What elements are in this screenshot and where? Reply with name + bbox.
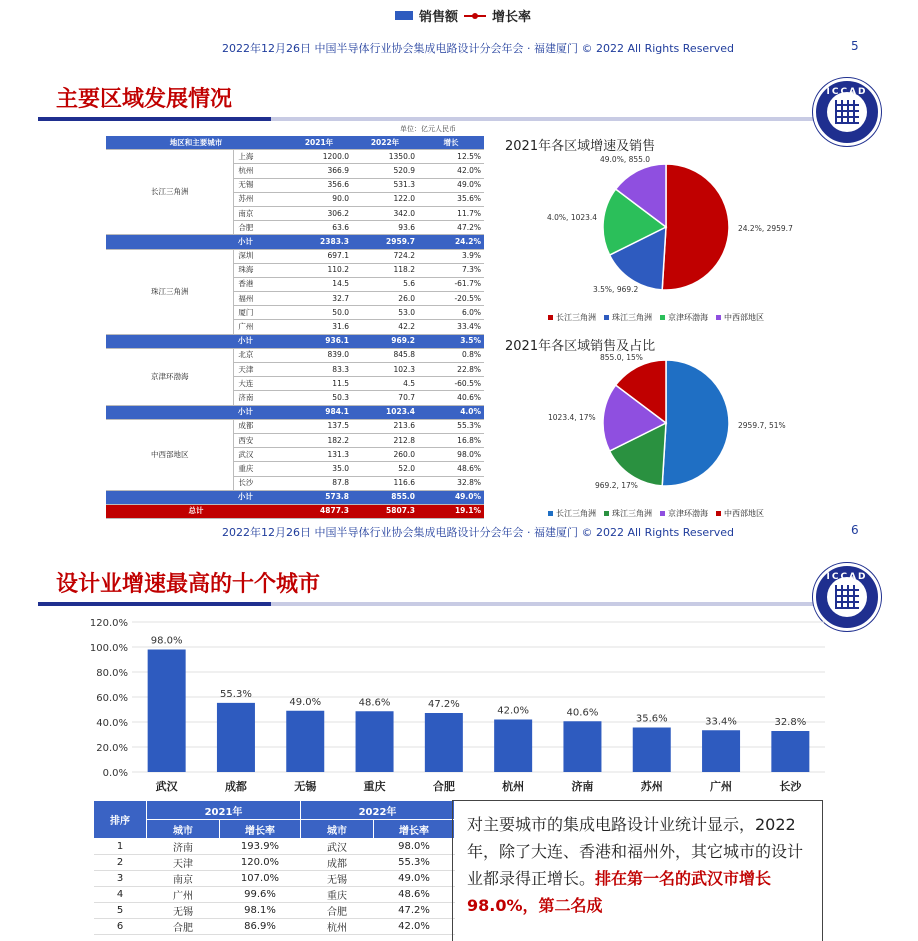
city-cell: 上海 — [234, 150, 286, 164]
value-cell: 839.0 — [286, 348, 352, 362]
subtotal-value: 24.2% — [418, 235, 484, 249]
value-cell: 53.0 — [352, 306, 418, 320]
value-cell: 83.3 — [286, 363, 352, 377]
th-region: 地区和主要城市 — [106, 136, 286, 150]
value-cell: 49.0% — [418, 178, 484, 192]
subtotal-spacer — [106, 405, 234, 419]
value-cell: 93.6 — [352, 221, 418, 235]
value-cell: 366.9 — [286, 164, 352, 178]
pie-legend-label: 中西部地区 — [724, 313, 764, 322]
rate-2021-cell: 98.1% — [220, 903, 301, 919]
value-cell: 5.6 — [352, 277, 418, 291]
subtotal-value: 573.8 — [286, 490, 352, 504]
th-growth: 增长 — [418, 136, 484, 150]
value-cell: 356.6 — [286, 178, 352, 192]
city-cell: 南京 — [234, 206, 286, 220]
bar — [494, 720, 532, 773]
pie-legend-label: 京津环渤海 — [668, 509, 708, 518]
city-2022-cell: 无锡 — [301, 871, 374, 887]
x-category-label: 无锡 — [294, 780, 317, 793]
pie-legend-label: 珠江三角洲 — [612, 313, 652, 322]
rate-2021-cell: 107.0% — [220, 871, 301, 887]
rate-2022-cell: 47.2% — [374, 903, 455, 919]
pie-legend-swatch — [548, 315, 553, 320]
pie-legend-item — [660, 312, 708, 323]
city-cell: 西安 — [234, 433, 286, 447]
subtotal-value: 49.0% — [418, 490, 484, 504]
footer-top: 2022年12月26日 中国半导体行业协会集成电路设计分会年会 · 福建厦门 © 2022 All Rights Reserved — [222, 42, 734, 55]
bar-value-label: 55.3% — [220, 688, 252, 700]
city-2022-cell: 成都 — [301, 855, 374, 871]
footer-mid: 2022年12月26日 中国半导体行业协会集成电路设计分会年会 · 福建厦门 © 2022 All Rights Reserved — [222, 526, 734, 539]
legend-sales: 销售额 — [419, 10, 459, 25]
rank-cell: 1 — [94, 839, 147, 855]
bar-chart — [80, 612, 840, 800]
city-2022-cell: 重庆 — [301, 887, 374, 903]
bar-value-label: 33.4% — [705, 716, 737, 728]
subtotal-label: 小计 — [234, 405, 286, 419]
bar — [217, 703, 255, 772]
pie-legend-item — [604, 312, 652, 323]
bar-value-label: 47.2% — [427, 699, 460, 710]
subtotal-value: 936.1 — [286, 334, 352, 348]
city-cell: 重庆 — [234, 462, 286, 476]
value-cell: 7.3% — [418, 263, 484, 277]
value-cell: 3.9% — [418, 249, 484, 263]
value-cell: 182.2 — [286, 433, 352, 447]
y-tick-label: 60.0% — [96, 693, 128, 704]
city-cell: 北京 — [234, 348, 286, 362]
city-cell: 长沙 — [234, 476, 286, 490]
subtotal-row — [106, 490, 484, 504]
city-cell: 珠海 — [234, 263, 286, 277]
value-cell: 118.2 — [352, 263, 418, 277]
rate-2022-cell: 48.6% — [374, 887, 455, 903]
bar — [633, 728, 671, 773]
y-tick-label: 120.0% — [89, 618, 128, 629]
pie-legend-item — [660, 508, 708, 519]
value-cell: 26.0 — [352, 292, 418, 306]
pie2-title: 2021年各区域销售及占比 — [505, 339, 656, 354]
value-cell: 31.6 — [286, 320, 352, 334]
city-cell: 广州 — [234, 320, 286, 334]
pie-slice-label: 1023.4, 17% — [548, 413, 596, 422]
city-cell: 大连 — [234, 377, 286, 391]
pie-slice-label: 49.0%, 855.0 — [600, 155, 651, 164]
city-cell: 福州 — [234, 292, 286, 306]
logo-text-2: ICCAD — [826, 572, 868, 582]
pie-legend-item — [548, 508, 596, 519]
rank-row — [94, 871, 455, 887]
value-cell: 22.8% — [418, 363, 484, 377]
top-legend — [395, 6, 531, 25]
value-cell: 42.2 — [352, 320, 418, 334]
rate-2022-cell: 49.0% — [374, 871, 455, 887]
pie1-legend — [548, 312, 764, 323]
sales-swatch — [395, 11, 413, 20]
city-2021-cell: 济南 — [147, 839, 220, 855]
value-cell: 52.0 — [352, 462, 418, 476]
x-category-label: 苏州 — [640, 780, 663, 793]
summary-textbox — [452, 800, 823, 941]
rank-cell: 5 — [94, 903, 147, 919]
value-cell: 213.6 — [352, 419, 418, 433]
pie-legend-label: 中西部地区 — [724, 509, 764, 518]
table-row — [106, 348, 484, 362]
slide1-title-rule — [38, 117, 814, 121]
subtotal-value: 4.0% — [418, 405, 484, 419]
value-cell: 12.5% — [418, 150, 484, 164]
region-name: 长江三角洲 — [106, 150, 234, 235]
value-cell: 845.8 — [352, 348, 418, 362]
pie-legend-swatch — [716, 315, 721, 320]
pie-legend-label: 长江三角洲 — [556, 509, 596, 518]
value-cell: 724.2 — [352, 249, 418, 263]
value-cell: 35.0 — [286, 462, 352, 476]
x-category-label: 长沙 — [779, 780, 802, 793]
value-cell: 40.6% — [418, 391, 484, 405]
rank-cell: 2 — [94, 855, 147, 871]
pie-slice-label: 2959.7, 51% — [738, 421, 786, 430]
value-cell: 212.8 — [352, 433, 418, 447]
value-cell: 90.0 — [286, 192, 352, 206]
city-2022-cell: 杭州 — [301, 919, 374, 935]
rank-row — [94, 855, 455, 871]
x-category-label: 杭州 — [502, 780, 525, 793]
legend-growth: 增长率 — [492, 10, 532, 25]
value-cell: 1350.0 — [352, 150, 418, 164]
value-cell: 32.8% — [418, 476, 484, 490]
subtotal-value: 855.0 — [352, 490, 418, 504]
rate-2021-cell: 193.9% — [220, 839, 301, 855]
bar-value-label: 40.6% — [566, 707, 599, 719]
pie-legend-swatch — [660, 315, 665, 320]
city-2021-cell: 无锡 — [147, 903, 220, 919]
value-cell: 98.0% — [418, 448, 484, 462]
th-year2: 2022年 — [301, 801, 455, 820]
iccad-logo — [813, 78, 881, 146]
subtotal-label: 小计 — [234, 235, 286, 249]
pie-legend-item — [604, 508, 652, 519]
value-cell: 32.7 — [286, 292, 352, 306]
city-cell: 苏州 — [234, 192, 286, 206]
subtotal-spacer — [106, 235, 234, 249]
rate-2021-cell: 99.6% — [220, 887, 301, 903]
pie-legend-item — [716, 508, 764, 519]
pie-slice-label: 4.0%, 1023.4 — [547, 213, 598, 222]
region-table-wrap — [106, 136, 484, 519]
value-cell: 4.5 — [352, 377, 418, 391]
city-2022-cell: 合肥 — [301, 903, 374, 919]
value-cell: 47.2% — [418, 221, 484, 235]
subtotal-row — [106, 334, 484, 348]
region-name: 中西部地区 — [106, 419, 234, 490]
value-cell: -20.5% — [418, 292, 484, 306]
value-cell: 102.3 — [352, 363, 418, 377]
y-tick-label: 40.0% — [96, 718, 128, 729]
value-cell: 33.4% — [418, 320, 484, 334]
y-tick-label: 100.0% — [89, 643, 128, 654]
rank-row — [94, 903, 455, 919]
x-category-label: 广州 — [710, 780, 733, 793]
rank-row — [94, 919, 455, 935]
region-table-header — [106, 136, 484, 150]
rank-table — [93, 800, 455, 935]
subtotal-value: 984.1 — [286, 405, 352, 419]
pie-legend-swatch — [604, 511, 609, 516]
city-cell: 杭州 — [234, 164, 286, 178]
total-value: 4877.3 — [286, 504, 352, 518]
bar — [356, 711, 394, 772]
subtotal-spacer — [106, 490, 234, 504]
subtotal-value: 969.2 — [352, 334, 418, 348]
th-city1: 城市 — [147, 820, 220, 839]
rank-cell: 3 — [94, 871, 147, 887]
pie-slice — [662, 164, 729, 290]
subtotal-value: 1023.4 — [352, 405, 418, 419]
value-cell: 110.2 — [286, 263, 352, 277]
bar — [425, 713, 463, 772]
value-cell: 50.3 — [286, 391, 352, 405]
city-2021-cell: 天津 — [147, 855, 220, 871]
total-row — [106, 504, 484, 518]
city-cell: 合肥 — [234, 221, 286, 235]
rank-cell: 6 — [94, 919, 147, 935]
x-category-label: 重庆 — [363, 780, 386, 793]
value-cell: -60.5% — [418, 377, 484, 391]
value-cell: 0.8% — [418, 348, 484, 362]
unit-label: 单位：亿元人民币 — [400, 125, 456, 133]
summary-text: 对主要城市的集成电路设计业统计显示，2022年，除了大连、香港和福州外，其它城市的设计业都录得正增长。 — [467, 815, 804, 888]
pie-legend-label: 京津环渤海 — [668, 313, 708, 322]
value-cell: 306.2 — [286, 206, 352, 220]
city-2021-cell: 南京 — [147, 871, 220, 887]
x-category-label: 武汉 — [155, 780, 178, 793]
y-tick-label: 20.0% — [96, 743, 128, 754]
pie-legend-label: 长江三角洲 — [556, 313, 596, 322]
city-cell: 厦门 — [234, 306, 286, 320]
city-cell: 天津 — [234, 363, 286, 377]
value-cell: 87.8 — [286, 476, 352, 490]
slide1-title: 主要区域发展情况 — [56, 87, 233, 112]
value-cell: 122.0 — [352, 192, 418, 206]
growth-swatch — [464, 15, 486, 17]
subtotal-label: 小计 — [234, 334, 286, 348]
value-cell: 42.0% — [418, 164, 484, 178]
bar — [563, 721, 601, 772]
th-year1: 2021年 — [147, 801, 301, 820]
pie1-chart — [500, 150, 820, 310]
region-name: 京津环渤海 — [106, 348, 234, 405]
bar — [771, 731, 809, 772]
x-category-label: 济南 — [571, 780, 594, 793]
region-name: 珠江三角洲 — [106, 249, 234, 334]
region-table — [106, 136, 484, 519]
bar — [702, 730, 740, 772]
subtotal-spacer — [106, 334, 234, 348]
rate-2021-cell: 120.0% — [220, 855, 301, 871]
rank-row — [94, 887, 455, 903]
bar-value-label: 32.8% — [774, 717, 807, 728]
city-cell: 无锡 — [234, 178, 286, 192]
value-cell: 116.6 — [352, 476, 418, 490]
value-cell: 11.5 — [286, 377, 352, 391]
subtotal-row — [106, 405, 484, 419]
th-2021: 2021年 — [286, 136, 352, 150]
value-cell: 55.3% — [418, 419, 484, 433]
city-cell: 香港 — [234, 277, 286, 291]
th-rate1: 增长率 — [220, 820, 301, 839]
subtotal-label: 小计 — [234, 490, 286, 504]
pie2-chart — [500, 350, 820, 505]
value-cell: 16.8% — [418, 433, 484, 447]
city-2022-cell: 武汉 — [301, 839, 374, 855]
summary-text-highlight: 排在第一名的武汉市增长98.0%，第二名成 — [467, 869, 772, 915]
value-cell: 35.6% — [418, 192, 484, 206]
th-rank: 排序 — [94, 801, 147, 839]
value-cell: 260.0 — [352, 448, 418, 462]
bar-value-label: 35.6% — [635, 713, 668, 725]
page-number-6: 6 — [851, 523, 859, 537]
value-cell: 531.3 — [352, 178, 418, 192]
pie-slice-label: 855.0, 15% — [600, 353, 643, 362]
bar — [286, 711, 324, 772]
pie2-legend — [548, 508, 764, 519]
value-cell: 63.6 — [286, 221, 352, 235]
y-tick-label: 80.0% — [96, 668, 128, 679]
pie-legend-swatch — [716, 511, 721, 516]
slide2-title-rule — [38, 602, 814, 606]
bar-value-label: 48.6% — [358, 697, 391, 709]
value-cell: 14.5 — [286, 277, 352, 291]
rate-2022-cell: 42.0% — [374, 919, 455, 935]
value-cell: 48.6% — [418, 462, 484, 476]
value-cell: 50.0 — [286, 306, 352, 320]
subtotal-value: 2383.3 — [286, 235, 352, 249]
value-cell: 697.1 — [286, 249, 352, 263]
bar-value-label: 98.0% — [150, 635, 183, 647]
value-cell: 70.7 — [352, 391, 418, 405]
rate-2022-cell: 55.3% — [374, 855, 455, 871]
pie-slice — [662, 360, 729, 486]
total-label: 总计 — [106, 504, 286, 518]
city-2021-cell: 广州 — [147, 887, 220, 903]
value-cell: 11.7% — [418, 206, 484, 220]
city-cell: 成都 — [234, 419, 286, 433]
table-row — [106, 419, 484, 433]
pie-legend-item — [716, 312, 764, 323]
pie1-title: 2021年各区域增速及销售 — [505, 139, 656, 154]
value-cell: 342.0 — [352, 206, 418, 220]
logo-text: ICCAD — [826, 87, 868, 97]
rate-2022-cell: 98.0% — [374, 839, 455, 855]
value-cell: -61.7% — [418, 277, 484, 291]
city-cell: 济南 — [234, 391, 286, 405]
total-value: 19.1% — [418, 504, 484, 518]
pie-legend-item — [548, 312, 596, 323]
page-number-5: 5 — [851, 39, 859, 53]
city-2021-cell: 合肥 — [147, 919, 220, 935]
rank-table-wrap — [93, 800, 455, 935]
table-row — [106, 150, 484, 164]
slide2-title: 设计业增速最高的十个城市 — [56, 572, 321, 597]
value-cell: 1200.0 — [286, 150, 352, 164]
value-cell: 131.3 — [286, 448, 352, 462]
pie-slice-label: 24.2%, 2959.7 — [738, 224, 793, 233]
th-rate2: 增长率 — [374, 820, 455, 839]
pie-legend-label: 珠江三角洲 — [612, 509, 652, 518]
subtotal-value: 3.5% — [418, 334, 484, 348]
pie-slice-label: 969.2, 17% — [595, 481, 638, 490]
value-cell: 520.9 — [352, 164, 418, 178]
rank-cell: 4 — [94, 887, 147, 903]
x-category-label: 合肥 — [432, 780, 455, 793]
pie-legend-swatch — [604, 315, 609, 320]
th-2022: 2022年 — [352, 136, 418, 150]
bar — [148, 650, 186, 773]
pie-slice-label: 3.5%, 969.2 — [593, 285, 639, 294]
rank-row — [94, 839, 455, 855]
subtotal-value: 2959.7 — [352, 235, 418, 249]
city-cell: 武汉 — [234, 448, 286, 462]
city-cell: 深圳 — [234, 249, 286, 263]
total-value: 5807.3 — [352, 504, 418, 518]
subtotal-row — [106, 235, 484, 249]
bar-value-label: 49.0% — [289, 696, 322, 708]
table-row — [106, 249, 484, 263]
bar-value-label: 42.0% — [497, 705, 530, 717]
pie-legend-swatch — [548, 511, 553, 516]
y-tick-label: 0.0% — [102, 768, 128, 779]
pie-legend-swatch — [660, 511, 665, 516]
value-cell: 137.5 — [286, 419, 352, 433]
th-city2: 城市 — [301, 820, 374, 839]
value-cell: 6.0% — [418, 306, 484, 320]
x-category-label: 成都 — [224, 780, 247, 793]
rate-2021-cell: 86.9% — [220, 919, 301, 935]
